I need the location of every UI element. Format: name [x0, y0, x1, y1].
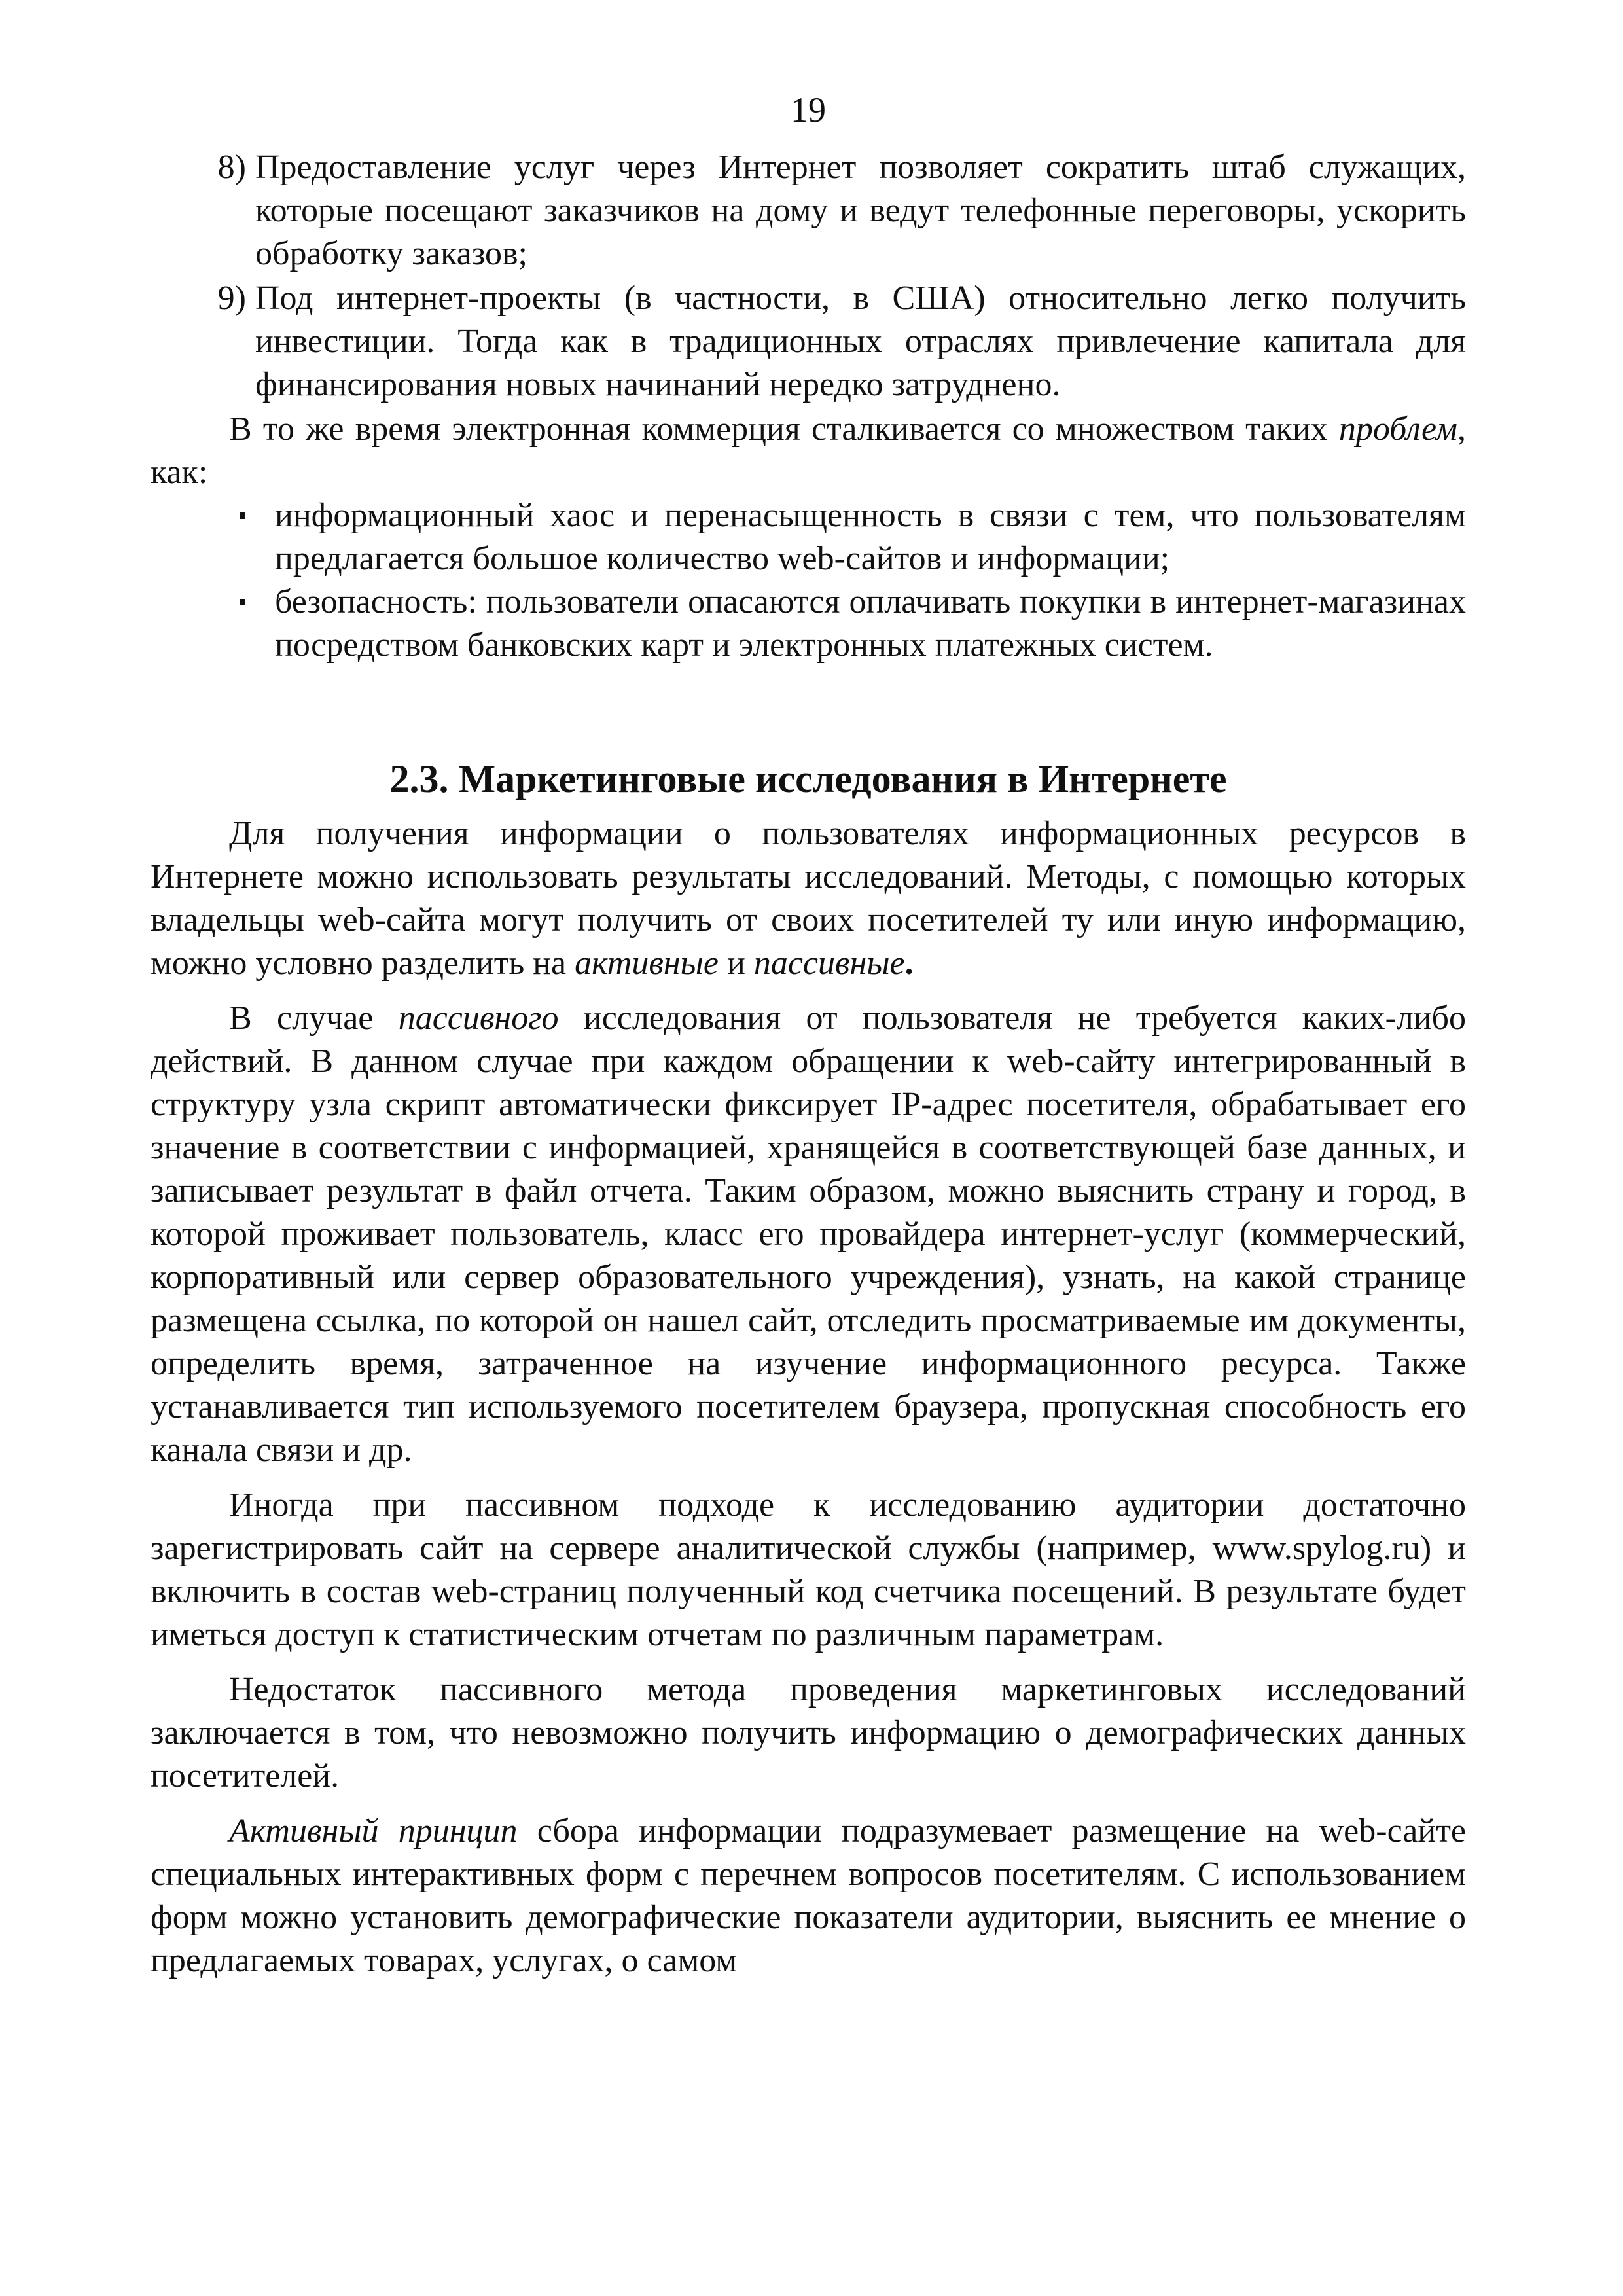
bullet-item	[216, 581, 1466, 667]
body-paragraph: Иногда при пассивном подходе к исследованию аудитории достаточно зарегистрировать сайт на сервере аналитической службы (например, www.spylog.ru) и включить в состав web-страниц полученный код счетчика посещений. В результате будет иметься доступ к статистическим отчетам по различным параметрам.	[151, 1486, 1466, 1653]
numbered-item	[151, 277, 1466, 406]
body-paragraph: Для получения информации о пользователях информационных ресурсов в Интернете можно использовать результаты исследований. Методы, с помощью которых владельцы web-сайта могут получить от своих посетителей ту или иную информацию, можно условно разделить на активные и пассивные.	[151, 815, 1466, 982]
bullet-item	[216, 494, 1466, 581]
body-paragraph: В случае пассивного исследования от пользователя не требуется каких-либо действий. В данном случае при каждом обращении к web-сайту интегрированный в структуру узла скрипт автоматически фиксирует IP-адрес посетителя, обрабатывает его значение в соответствии с информацией, хранящейся в соответствующей базе данных, и записывает результат в файл отчета. Таким образом, можно выяснить страну и город, в которой проживает пользователь, класс его провайдера интернет-услуг (коммерческий, корпоративный или сервер образовательного учреждения), узнать, на какой странице размещена ссылка, по которой он нашел сайт, отследить просматриваемые им документы, определить время, затраченное на изучение информационного ресурса. Также устанавливается тип используемого посетителем браузера, пропускная способность его канала связи и др.	[151, 999, 1466, 1469]
bullet-text: информационный хаос и перенасыщенность в связи с тем, что пользователям предлагается большое количество web-сайтов и информации;	[275, 497, 1466, 577]
problems-intro-paragraph: В то же время электронная коммерция сталкивается со множеством таких проблем, как:	[151, 410, 1466, 491]
bullet-text: безопасность: пользователи опасаются оплачивать покупки в интернет-магазинах посредством банковских карт и электронных платежных систем.	[275, 583, 1466, 664]
section-heading: 2.3. Маркетинговые исследования в Интернете	[389, 757, 1227, 800]
problems-italic: проблем	[1338, 410, 1457, 448]
item-text: Под интернет-проекты (в частности, в США) относительно легко получить инвестиции. Тогда как в традиционных отраслях привлечение капитала для финансирования новых начинаний нередко затруднено.	[255, 279, 1466, 403]
item-text: Предоставление услуг через Интернет позволяет сократить штаб служащих, которые посещают заказчиков на дому и ведут телефонные переговоры, ускорить обработку заказов;	[255, 149, 1466, 272]
page-number: 19	[791, 90, 826, 130]
body-paragraph: Недостаток пассивного метода проведения маркетинговых исследований заключается в том, что невозможно получить информацию о демографических данных посетителей.	[151, 1671, 1466, 1795]
numbered-item	[151, 146, 1466, 276]
item-number: 8)	[217, 149, 246, 186]
document-page	[151, 88, 1466, 1982]
bullet-icon	[216, 494, 275, 581]
item-number: 9)	[217, 279, 246, 317]
bullet-icon	[216, 581, 275, 667]
body-paragraph: Активный принцип сбора информации подразумевает размещение на web-сайте специальных интерактивных форм с перечнем вопросов посетителям. С использованием форм можно установить демографические показатели аудитории, выяснить ее мнение о предлагаемых товарах, услугах, о самом	[151, 1812, 1466, 1979]
